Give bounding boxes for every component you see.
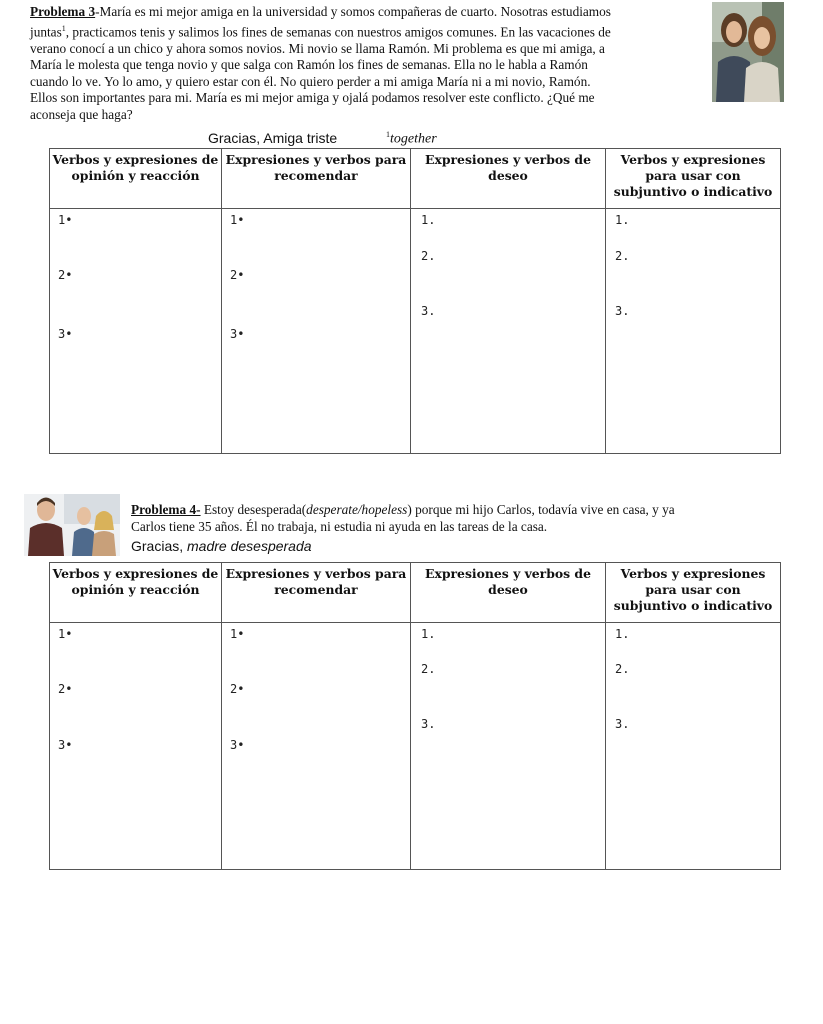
bullet-3: 3• <box>58 327 73 341</box>
footnote-text: together <box>390 131 437 147</box>
problem4-line2: Carlos tiene 35 años. Él no trabaja, ni estudia ni ayuda en las tareas de la casa. <box>131 518 548 534</box>
footnote-number: 1 <box>386 130 390 139</box>
subjunctive-cell[interactable] <box>606 209 781 454</box>
bullet-2: 2• <box>58 682 73 696</box>
problem4-table <box>49 562 781 870</box>
number-2: 2. <box>615 249 630 263</box>
bullet-3: 3• <box>230 738 245 752</box>
opinion-cell[interactable] <box>50 209 222 454</box>
problem3-signature: Gracias, Amiga triste <box>208 130 338 146</box>
problem3-line7: aconseja que haga? <box>30 106 133 122</box>
header-wish: Expresiones y verbos de deseo <box>411 563 606 623</box>
problem3-line5: cuando lo ve. Yo lo amo, y quiero estar con él. No quiero perder a mi amiga María ni a mi novio, Ramón. <box>30 73 591 89</box>
bullet-1: 1• <box>230 213 245 227</box>
problem3-line4: María le molesta que tenga novio y que salga con Ramón los fines de semanas. Ella no le habla a Ramón <box>30 57 588 73</box>
footnote-marker: 1 <box>61 23 66 33</box>
problem3-paragraph <box>30 4 710 124</box>
number-1: 1. <box>615 213 630 227</box>
number-3: 3. <box>421 717 436 731</box>
header-subjunctive-indicative: Verbos y expresiones para usar con subjuntivo o indicativo <box>606 149 781 209</box>
number-2: 2. <box>421 249 436 263</box>
footnote <box>386 130 437 148</box>
two-friends-photo <box>712 2 784 102</box>
number-3: 3. <box>421 304 436 318</box>
number-1: 1. <box>615 627 630 641</box>
opinion-cell[interactable] <box>50 623 222 870</box>
bullet-1: 1• <box>58 627 73 641</box>
number-2: 2. <box>615 662 630 676</box>
number-1: 1. <box>421 213 436 227</box>
number-3: 3. <box>615 717 630 731</box>
bullet-3: 3• <box>58 738 73 752</box>
number-2: 2. <box>421 662 436 676</box>
bullet-2: 2• <box>58 268 73 282</box>
recommend-cell[interactable] <box>222 623 411 870</box>
wish-cell[interactable] <box>411 209 606 454</box>
bullet-2: 2• <box>230 268 245 282</box>
header-recommend: Expresiones y verbos para recomendar <box>222 563 411 623</box>
problem4-paragraph <box>131 502 791 535</box>
bullet-1: 1• <box>58 213 73 227</box>
problem3-line3: verano conocí a un chico y ahora somos novios. Mi novio se llama Ramón. Mi problema es que mi amiga, a <box>30 40 605 56</box>
family-photo <box>24 494 120 556</box>
wish-cell[interactable] <box>411 623 606 870</box>
recommend-cell[interactable] <box>222 209 411 454</box>
problem4-title: Problema 4- <box>131 502 201 517</box>
header-opinion: Verbos y expresiones de opinión y reacción <box>50 563 222 623</box>
header-subjunctive-indicative: Verbos y expresiones para usar con subjuntivo o indicativo <box>606 563 781 623</box>
problem4-signature: Gracias, madre desesperada <box>131 538 312 554</box>
problem3-line2: juntas$^1$, practicamos tenis y salimos los fines de semanas con nuestros amigos comunes. En las vacaciones de <box>30 23 611 40</box>
problem3-table <box>49 148 781 454</box>
bullet-2: 2• <box>230 682 245 696</box>
header-opinion: Verbos y expresiones de opinión y reacción <box>50 149 222 209</box>
problem3-line1: Problema 3-María es mi mejor amiga en la universidad y somos compañeras de cuarto. Nosotras estudiamos <box>30 4 611 19</box>
problem4-line1: Problema 4- Estoy desesperada(desperate/hopeless) porque mi hijo Carlos, todavía vive en casa, y ya <box>131 502 675 517</box>
problem3-title: Problema 3 <box>30 4 96 19</box>
number-1: 1. <box>421 627 436 641</box>
problem3-line6: Ellos son importantes para mi. María es mi mejor amiga y ojalá podamos resolver este conflicto. ¿Qué me <box>30 90 595 106</box>
subjunctive-cell[interactable] <box>606 623 781 870</box>
header-wish: Expresiones y verbos de deseo <box>411 149 606 209</box>
bullet-1: 1• <box>230 627 245 641</box>
number-3: 3. <box>615 304 630 318</box>
header-recommend: Expresiones y verbos para recomendar <box>222 149 411 209</box>
bullet-3: 3• <box>230 327 245 341</box>
